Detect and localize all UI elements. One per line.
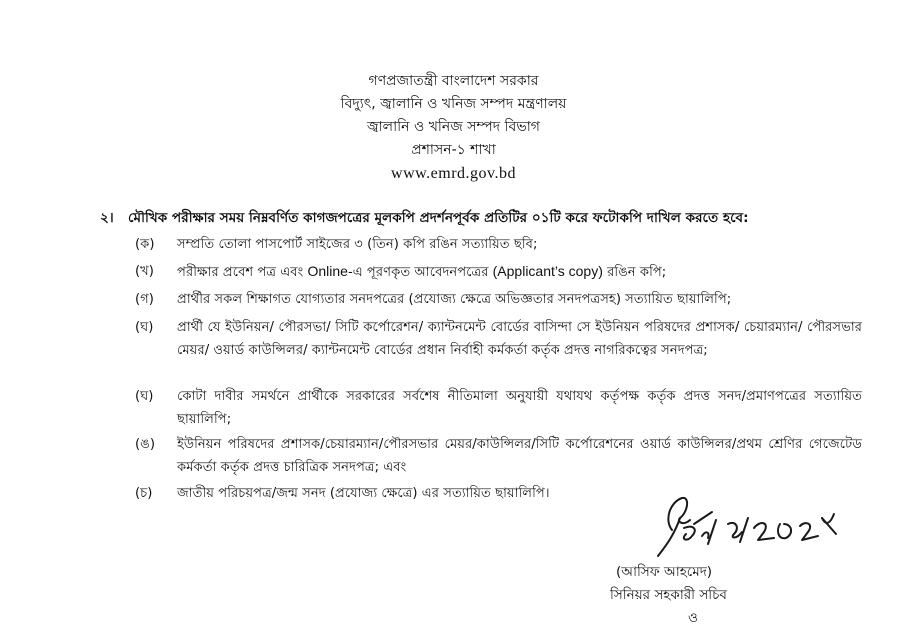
point-number: ২। xyxy=(100,210,114,226)
point-text: মৌখিক পরীক্ষার সময় নিম্নবর্ণিত কাগজপত্রের মূলকপি প্রদর্শনপূর্বক প্রতিটির ০১টি করে ফটোকপি দাখিল করতে হবে: xyxy=(128,210,749,226)
signature-strokes xyxy=(658,498,836,556)
division-name: জ্বালানি ও খনিজ সম্পদ বিভাগ xyxy=(366,119,540,135)
list-item-text: জাতীয় পরিচয়পত্র/জন্ম সনদ (প্রযোজ্য ক্ষেত্রে) এর সত্যায়িত ছায়ালিপি। xyxy=(177,486,550,501)
list-item-marker: (চ) xyxy=(135,486,153,501)
signatory-designation: সিনিয়র সহকারী সচিব xyxy=(610,587,727,603)
list-item-marker: (ঘ) xyxy=(135,389,154,404)
list-item-text-latin: Online xyxy=(307,263,348,279)
list-item-text: কোটা দাবীর সমর্থনে প্রার্থীকে সরকারের সর্বশেষ নীতিমালা অনুযায়ী যথাযথ কর্তৃপক্ষ কর্তৃক প্রদত্ত সনদ/প্রমাণপত্রের সত্যায়িত ছায়ালিপি; xyxy=(177,389,862,427)
point-heading xyxy=(100,207,900,230)
list-item-marker: (ঙ) xyxy=(135,437,155,452)
list-item-text-part: রঙিন কপি; xyxy=(602,265,667,280)
signatory-conjunction: ও xyxy=(688,610,698,626)
handwritten-signature xyxy=(650,490,840,560)
list-item-text: সম্প্রতি তোলা পাসপোর্ট সাইজের ৩ (তিন) কপি রঙিন সত্যায়িত ছবি; xyxy=(177,237,538,252)
list-item-text xyxy=(177,260,862,284)
list-item-text: প্রার্থীর সকল শিক্ষাগত যোগ্যতার সনদপত্রের (প্রযোজ্য ক্ষেত্রে অভিজ্ঞতার সনদপত্রসহ) সত্যায়িত ছায়ালিপি; xyxy=(177,292,732,307)
list-item-text-part: পরীক্ষার প্রবেশ পত্র এবং xyxy=(177,265,308,280)
branch-name: প্রশাসন-১ শাখা xyxy=(411,142,496,158)
signatory-name: (আসিফ আহমেদ) xyxy=(616,564,713,580)
signatory-block xyxy=(610,561,770,630)
list-item-text: প্রার্থী যে ইউনিয়ন/ পৌরসভা/ সিটি কর্পোরেশন/ ক্যান্টনমেন্ট বোর্ডের বাসিন্দা সে ইউনিয়ন পরিষদের প্রশাসক/ চেয়ারম্যান/ পৌরসভার মেয়র/ ওয়ার্ড কাউন্সিলর/ ক্যান্টনমেন্ট বোর্ডের প্রধান নির্বাহী কর্মকর্তা কর্তৃক প্রদত্ত নাগরিকত্বের সনদপত্র; xyxy=(177,320,862,358)
list-item-marker: (খ) xyxy=(135,264,154,279)
list-item-text: ইউনিয়ন পরিষদের প্রশাসক/চেয়ারম্যান/পৌরসভার মেয়র/কাউন্সিলর/সিটি কর্পোরেশনের ওয়ার্ড কাউন্সিলর/প্রথম শ্রেণির গেজেটেড কর্মকর্তা কর্তৃক প্রদত্ত চারিত্রিক সনদপত্র; এবং xyxy=(177,437,862,475)
list-item-marker: (ঘ) xyxy=(135,320,154,335)
government-name: গণপ্রজাতন্ত্রী বাংলাদেশ সরকার xyxy=(368,73,539,89)
list-item-text-latin: (Applicant’s copy) xyxy=(492,263,603,279)
signature-image xyxy=(650,490,840,560)
ministry-name: বিদ্যুৎ, জ্বালানি ও খনিজ সম্পদ মন্ত্রণালয় xyxy=(340,96,567,112)
list-item-marker: (ক) xyxy=(135,237,155,252)
letterhead xyxy=(0,70,907,185)
website-link[interactable]: www.emrd.gov.bd xyxy=(391,165,516,182)
list-item-marker: (গ) xyxy=(135,292,154,307)
list-item-text-part: -এ পূরণকৃত আবেদনপত্রের xyxy=(347,265,493,280)
